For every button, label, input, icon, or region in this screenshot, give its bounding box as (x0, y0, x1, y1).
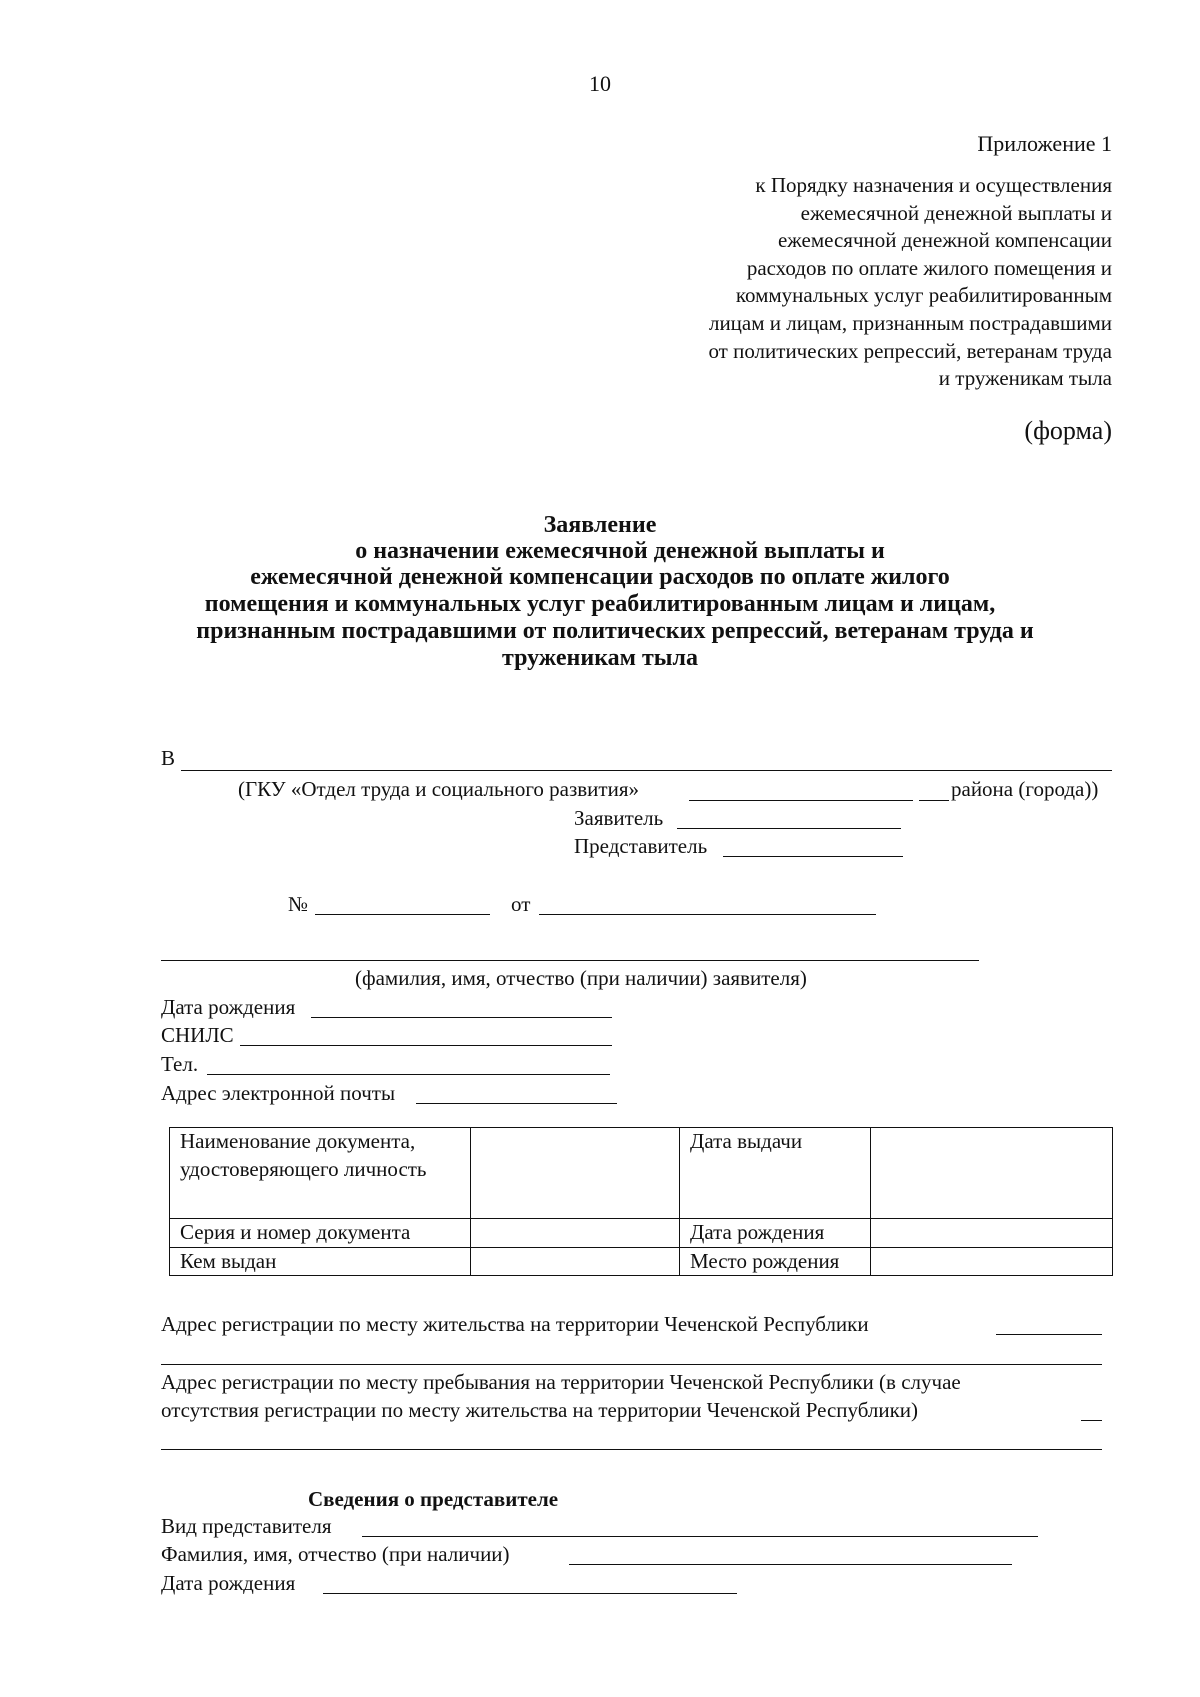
table-cell-value[interactable] (871, 1219, 1113, 1248)
residence-address-field-line2[interactable] (161, 1364, 1102, 1365)
phone-field[interactable] (207, 1074, 610, 1075)
appendix-line: расходов по оплате жилого помещения и (746, 255, 1112, 280)
table-cell-value[interactable] (871, 1247, 1113, 1276)
table-cell-label: Место рождения (680, 1247, 871, 1276)
document-title: Заявление (543, 512, 657, 538)
phone-label: Тел. (161, 1052, 199, 1076)
table-cell-value[interactable] (471, 1219, 680, 1248)
stay-address-field[interactable] (1081, 1420, 1102, 1421)
applicant-name-caption: (фамилия, имя, отчество (при наличии) заявителя) (355, 966, 807, 990)
table-cell-label: Дата рождения (680, 1219, 871, 1248)
number-label: № (288, 892, 309, 916)
number-field[interactable] (315, 914, 490, 915)
table-cell-label: Серия и номер документа (170, 1219, 471, 1248)
email-field[interactable] (416, 1103, 617, 1104)
appendix-reference (708, 172, 1112, 393)
appendix-line: к Порядку назначения и осуществления (755, 173, 1112, 197)
applicant-name-field[interactable] (161, 960, 979, 961)
appendix-line: от политических репрессий, ветеранам труда (708, 338, 1112, 363)
appendix-label: Приложение 1 (977, 131, 1112, 156)
table-cell-value[interactable] (471, 1128, 680, 1219)
representative-name-field[interactable] (569, 1564, 1012, 1565)
residence-address-label: Адрес регистрации по месту жительства на территории Чеченской Республики (161, 1312, 869, 1336)
table-cell-value[interactable] (871, 1128, 1113, 1219)
table-cell-label: Дата выдачи (680, 1128, 871, 1219)
applicant-label: Заявитель (574, 806, 664, 830)
appendix-line: ежемесячной денежной компенсации (777, 228, 1112, 253)
appendix-line: и труженикам тыла (938, 366, 1112, 391)
district-field-short[interactable] (919, 800, 949, 801)
addressee-field[interactable] (181, 770, 1112, 771)
district-field[interactable] (689, 800, 913, 801)
residence-address-field[interactable] (996, 1334, 1102, 1335)
document-title-line: помещения и коммунальных услуг реабилитированным лицам и лицам, (204, 591, 996, 617)
table-row (170, 1219, 1113, 1248)
representative-birth-date-label: Дата рождения (161, 1571, 296, 1595)
page-number: 10 (589, 71, 611, 96)
addressee-prefix: В (161, 746, 176, 770)
district-caption: района (города)) (951, 777, 1099, 801)
stay-address-field-line2[interactable] (161, 1449, 1102, 1450)
representative-heading: Сведения о представителе (308, 1487, 559, 1511)
from-label: от (511, 892, 531, 916)
document-title-line: признанным пострадавшими от политических репрессий, ветеранам труда и (196, 618, 1034, 644)
form-label: (форма) (1024, 416, 1112, 445)
document-title-line: о назначении ежемесячной денежной выплаты и (355, 538, 885, 564)
snils-label: СНИЛС (161, 1023, 234, 1047)
institution-caption: (ГКУ «Отдел труда и социального развития» (238, 777, 639, 801)
birth-date-label: Дата рождения (161, 995, 296, 1019)
representative-field[interactable] (723, 856, 903, 857)
email-label: Адрес электронной почты (161, 1081, 396, 1105)
representative-label: Представитель (574, 834, 708, 858)
applicant-field[interactable] (677, 828, 901, 829)
table-row (170, 1247, 1113, 1276)
identity-document-table (169, 1127, 1113, 1276)
appendix-line: ежемесячной денежной выплаты и (800, 200, 1112, 225)
table-row (170, 1128, 1113, 1219)
representative-type-label: Вид представителя (161, 1514, 332, 1538)
representative-birth-date-field[interactable] (323, 1593, 737, 1594)
document-title-line: ежемесячной денежной компенсации расходов по оплате жилого (250, 564, 950, 590)
table-cell-label: Кем выдан (170, 1247, 471, 1276)
table-cell-value[interactable] (471, 1247, 680, 1276)
appendix-line: лицам и лицам, признанным пострадавшими (708, 310, 1112, 335)
representative-name-label: Фамилия, имя, отчество (при наличии) (161, 1542, 510, 1566)
document-title-line: труженикам тыла (502, 645, 698, 671)
date-field[interactable] (539, 914, 876, 915)
representative-type-field[interactable] (362, 1536, 1038, 1537)
table-cell-label: Наименование документа, удостоверяющего личность (170, 1128, 471, 1219)
stay-address-label: Адрес регистрации по месту пребывания на территории Чеченской Республики (в случае (161, 1370, 961, 1394)
birth-date-field[interactable] (311, 1017, 612, 1018)
stay-address-label-line2: отсутствия регистрации по месту жительства на территории Чеченской Республики) (161, 1398, 919, 1422)
appendix-line: коммунальных услуг реабилитированным (735, 283, 1112, 308)
snils-field[interactable] (240, 1045, 612, 1046)
